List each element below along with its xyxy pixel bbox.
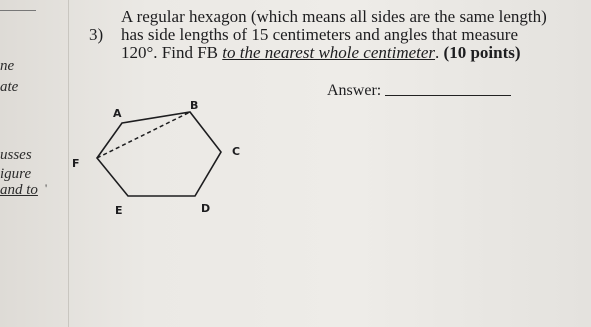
vertex-label-b: B <box>190 99 199 112</box>
question-number: 3) <box>89 25 104 44</box>
margin-rule <box>68 0 69 327</box>
margin-fragment: and to <box>0 182 38 198</box>
vertex-label-a: A <box>113 107 122 120</box>
margin-fragment: usses <box>0 147 32 163</box>
vertex-label-c: C <box>232 145 241 158</box>
top-left-rule <box>0 10 36 11</box>
hexagon-outline <box>97 112 221 196</box>
margin-fragment: ne <box>0 58 15 74</box>
margin-fragment: igure <box>0 166 32 182</box>
question-emphasis: to the nearest whole centimeter <box>222 43 436 62</box>
answer-blank-line[interactable] <box>385 95 511 96</box>
vertex-label-f: F <box>72 157 80 170</box>
vertex-label-d: D <box>201 202 211 215</box>
margin-fragment: ate <box>0 79 19 95</box>
question-period: . <box>435 43 440 62</box>
question-text-line <box>121 44 521 62</box>
question-text-line: A regular hexagon (which means all sides are the same length) <box>121 7 547 26</box>
answer-label: Answer: <box>327 82 382 99</box>
margin-tick-mark: ' <box>45 181 48 195</box>
question-text-line: has side lengths of 15 centimeters and angles that measure <box>121 25 519 44</box>
hexagon-figure <box>72 95 260 225</box>
vertex-label-e: E <box>115 204 123 217</box>
question-points: (10 points) <box>443 43 521 62</box>
question-text: 120°. Find FB <box>121 43 223 62</box>
